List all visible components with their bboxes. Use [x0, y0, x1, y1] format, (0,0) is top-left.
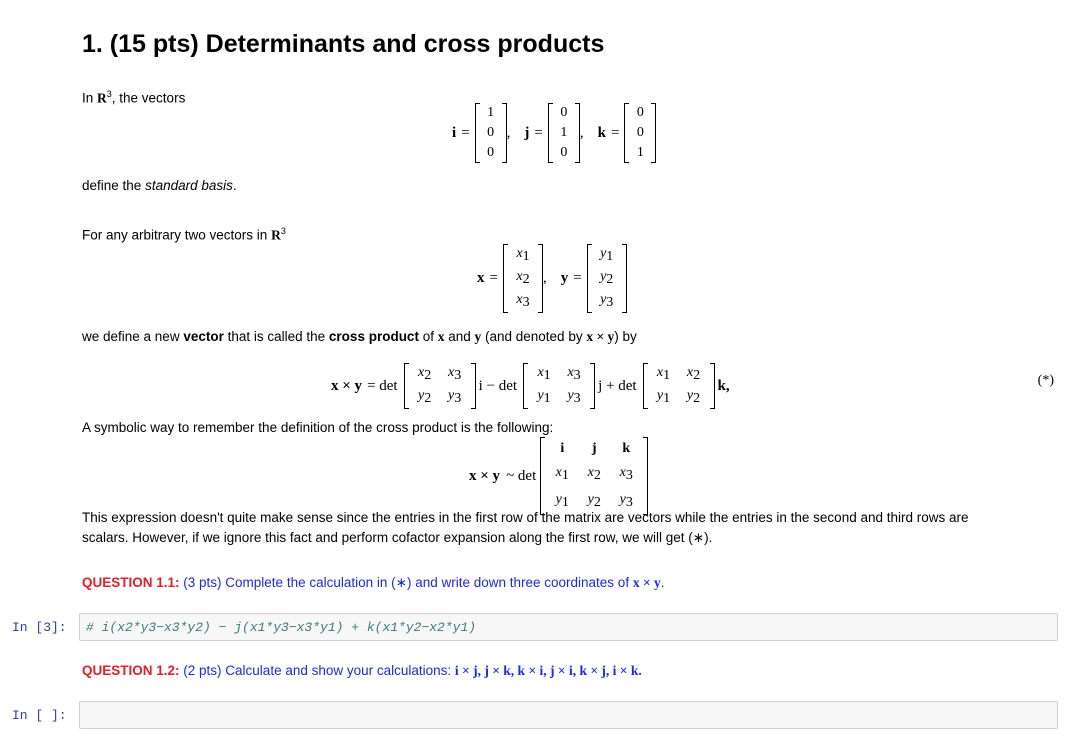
- intro-text: In $R^3$, the vectors: [82, 89, 186, 106]
- cross-product-definition-text: we define a new vector that is called the cross product of x and y (and denoted by x × y) by: [82, 329, 637, 344]
- code-cell-2-text[interactable]: [80, 702, 1057, 708]
- i-vector: 1 0 0: [475, 103, 507, 163]
- minor-matrix-1: x2 x3 y2 y3: [404, 363, 476, 409]
- standard-basis-text: define the standard basis.: [82, 178, 237, 193]
- question-1-2: QUESTION 1.2: (2 pts) Calculate and show your calculations: i × j, j × k, k × i, j × i, k × j, i × k.: [82, 663, 642, 678]
- code-cell-1[interactable]: [79, 613, 1058, 641]
- cell-prompt-2: In [ ]:: [12, 708, 67, 723]
- code-cell-1-text[interactable]: # i(x2*y3−x3*y2) − j(x1*y3−x3*y1) + k(x1*y2−x2*y1): [86, 620, 477, 635]
- k-vector: 0 0 1: [624, 103, 656, 163]
- equation-tag: (*): [1037, 373, 1054, 388]
- arbitrary-vectors-text: For any arbitrary two vectors in $R^3$: [82, 226, 286, 243]
- question-1-1: QUESTION 1.1: (3 pts) Complete the calculation in (∗) and write down three coordinates of x × y.: [82, 575, 665, 590]
- symbolic-intro-text: A symbolic way to remember the definition of the cross product is the following:: [82, 420, 554, 435]
- minor-matrix-2: x1 x3 y1 y3: [523, 363, 595, 409]
- cross-product-formula: x × y = det x2 x3 y2 y3 i − det x1 x3 y1 y3 j + det x1 x2 y1 y2 k,: [331, 363, 730, 409]
- y-vector: y1 y2 y3: [587, 244, 627, 313]
- xy-vectors-equation: x = x1 x2 x3 , y = y1 y2 y3: [477, 244, 627, 313]
- symbolic-determinant: x × y ~ det i j k x1 x2 x3 y1 y2 y3: [469, 437, 648, 515]
- code-cell-2[interactable]: [79, 701, 1058, 729]
- standard-basis-equation: i = 1 0 0 , j = 0 1 0 , k = 0 0 1: [452, 103, 656, 163]
- minor-matrix-3: x1 x2 y1 y2: [643, 363, 715, 409]
- x-vector: x1 x2 x3: [503, 244, 543, 313]
- explanation-line-1: This expression doesn't quite make sense since the entries in the first row of the matrix are vectors while the entries in the second and third rows are: [82, 510, 969, 525]
- explanation-line-2: scalars. However, if we ignore this fact and perform cofactor expansion along the first row, we will get (∗).: [82, 530, 713, 545]
- symbolic-matrix: i j k x1 x2 x3 y1 y2 y3: [540, 437, 648, 515]
- cell-prompt-1: In [3]:: [12, 620, 67, 635]
- j-vector: 0 1 0: [548, 103, 580, 163]
- page-title: 1. (15 pts) Determinants and cross products: [82, 30, 605, 58]
